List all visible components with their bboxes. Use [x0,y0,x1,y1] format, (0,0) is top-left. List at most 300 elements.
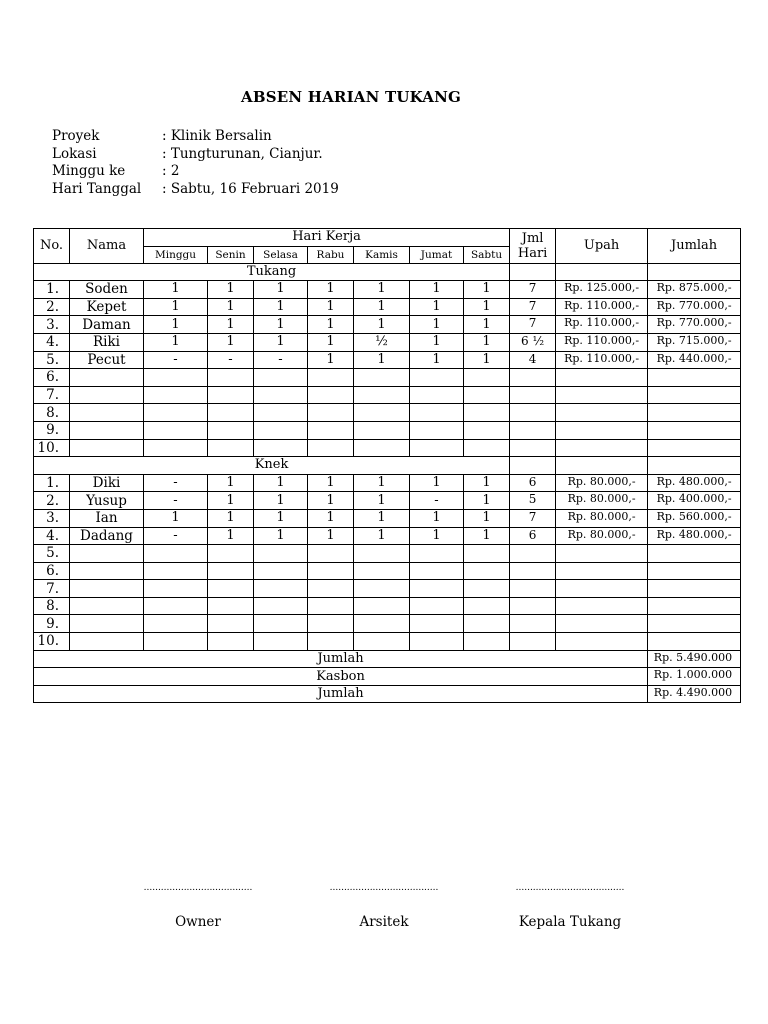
jumlah-cell: Rp. 480.000,- [648,527,741,545]
day-cell: 1 [464,333,510,351]
worker-name [70,562,144,580]
day-cell: 1 [308,509,354,527]
row-number: 1. [34,474,70,492]
day-cell: 1 [144,509,208,527]
worker-name [70,545,144,563]
day-cell: 1 [410,333,464,351]
total-label: Jumlah [34,685,648,703]
day-cell: 1 [208,527,254,545]
row-number: 1. [34,281,70,299]
day-cell: 1 [464,298,510,316]
upah-cell [556,580,648,598]
day-cell: 1 [208,492,254,510]
day-cell: 1 [254,281,308,299]
day-cell [254,615,308,633]
table-row [34,333,741,351]
day-cell [144,597,208,615]
jumlah-cell [648,369,741,387]
day-cell [410,633,464,651]
table-row [34,439,741,457]
table-row [34,633,741,651]
jml-hari-cell: 4 [510,351,556,369]
table-row [34,421,741,439]
day-cell: 1 [308,351,354,369]
upah-cell: Rp. 125.000,- [556,281,648,299]
day-cell [410,615,464,633]
jumlah-cell [648,597,741,615]
day-cell [464,562,510,580]
jumlah-cell [648,386,741,404]
row-number: 7. [34,580,70,598]
day-cell [464,404,510,422]
worker-name: Pecut [70,351,144,369]
section-empty-cell [510,263,556,281]
table-row [34,545,741,563]
table-row [34,562,741,580]
day-cell [410,421,464,439]
worker-name [70,615,144,633]
worker-name: Riki [70,333,144,351]
day-cell: 1 [308,474,354,492]
upah-cell [556,404,648,422]
day-cell [254,369,308,387]
table-row [34,386,741,404]
day-cell [410,404,464,422]
row-number: 7. [34,386,70,404]
total-value: Rp. 5.490.000 [648,650,741,668]
day-cell [144,369,208,387]
day-cell [308,369,354,387]
info-row-lokasi [52,146,339,164]
info-value: : 2 [162,163,180,179]
day-cell: 1 [354,474,410,492]
day-cell [254,562,308,580]
signature-line: ...................................... [515,883,625,893]
row-number: 10. [34,439,70,457]
day-cell: 1 [144,281,208,299]
day-cell [464,615,510,633]
day-cell: 1 [354,298,410,316]
day-cell: 1 [410,281,464,299]
worker-name [70,421,144,439]
total-value: Rp. 1.000.000 [648,668,741,686]
upah-cell [556,386,648,404]
day-cell [308,421,354,439]
upah-cell [556,597,648,615]
day-cell: 1 [464,492,510,510]
jml-hari-cell [510,404,556,422]
day-cell [254,633,308,651]
day-cell: 1 [354,492,410,510]
day-header: Minggu [144,246,208,263]
jml-hari-cell [510,545,556,563]
day-cell: 1 [464,351,510,369]
day-cell: 1 [208,281,254,299]
day-cell [354,545,410,563]
section-empty-cell [510,457,556,475]
jumlah-cell [648,545,741,563]
day-cell: 1 [208,509,254,527]
day-cell: ½ [354,333,410,351]
day-cell [144,545,208,563]
upah-cell [556,545,648,563]
day-cell: 1 [208,474,254,492]
table-row [34,316,741,334]
day-cell [410,439,464,457]
day-cell [410,597,464,615]
row-number: 5. [34,545,70,563]
table-row [34,281,741,299]
day-cell [464,580,510,598]
upah-cell [556,369,648,387]
day-cell: 1 [464,509,510,527]
jumlah-cell: Rp. 875.000,- [648,281,741,299]
day-cell: 1 [354,316,410,334]
jumlah-cell: Rp. 770.000,- [648,298,741,316]
day-cell: - [144,492,208,510]
signature-role: Arsitek [359,914,409,930]
day-cell [144,633,208,651]
worker-name: Daman [70,316,144,334]
day-cell [354,597,410,615]
day-cell: 1 [254,298,308,316]
day-cell [208,369,254,387]
table-row [34,474,741,492]
day-cell: 1 [464,316,510,334]
jml-hari-cell [510,421,556,439]
jml-hari-cell [510,580,556,598]
worker-name [70,404,144,422]
jml-hari-cell [510,615,556,633]
upah-cell [556,633,648,651]
jml-hari-cell: 5 [510,492,556,510]
day-cell: 1 [410,474,464,492]
total-row [34,668,741,686]
table-row [34,404,741,422]
day-cell: 1 [208,298,254,316]
jml-hari-cell: 6 ½ [510,333,556,351]
day-cell [354,421,410,439]
day-cell [464,597,510,615]
info-label: Lokasi [52,145,97,162]
info-row-minggu [52,163,339,181]
day-cell [354,369,410,387]
day-cell [464,421,510,439]
day-cell [308,404,354,422]
table-row [34,597,741,615]
table-row [34,369,741,387]
col-header-jml-hari-text: Jml Hari [517,230,548,261]
day-cell [208,597,254,615]
worker-name [70,633,144,651]
day-cell: - [144,474,208,492]
section-empty-cell [556,457,648,475]
day-cell [308,562,354,580]
signature-arsitek [294,880,474,930]
row-number: 9. [34,615,70,633]
total-label: Kasbon [34,668,648,686]
row-number: 8. [34,404,70,422]
col-header-no: No. [34,229,70,264]
info-value: : Sabtu, 16 Februari 2019 [162,180,339,197]
attendance-table [33,228,741,703]
day-cell: 1 [410,316,464,334]
day-cell [354,615,410,633]
worker-name [70,386,144,404]
day-cell [354,580,410,598]
day-cell: 1 [208,333,254,351]
day-cell [410,545,464,563]
jumlah-cell: Rp. 770.000,- [648,316,741,334]
day-cell: 1 [254,333,308,351]
signature-role: Owner [175,914,221,930]
day-cell [254,421,308,439]
day-cell [410,369,464,387]
row-number: 3. [34,509,70,527]
day-cell [410,386,464,404]
jumlah-cell: Rp. 440.000,- [648,351,741,369]
jumlah-cell: Rp. 400.000,- [648,492,741,510]
day-cell: 1 [410,527,464,545]
table-row [34,527,741,545]
worker-name [70,597,144,615]
jumlah-cell: Rp. 480.000,- [648,474,741,492]
row-number: 10. [34,633,70,651]
day-cell [308,580,354,598]
col-header-upah: Upah [556,229,648,264]
info-label: Proyek [52,128,100,144]
worker-name: Ian [70,509,144,527]
day-cell: 1 [354,509,410,527]
total-value: Rp. 4.490.000 [648,685,741,703]
day-cell: 1 [308,527,354,545]
day-header: Senin [208,246,254,263]
worker-name: Diki [70,474,144,492]
day-header: Jumat [410,246,464,263]
day-cell [410,562,464,580]
day-cell [254,597,308,615]
signature-owner [108,880,288,930]
table-row [34,580,741,598]
day-cell [208,545,254,563]
worker-name [70,580,144,598]
info-row-proyek [52,128,339,146]
table-row [34,615,741,633]
signature-line: ...................................... [143,883,253,893]
day-cell: 1 [208,316,254,334]
row-number: 4. [34,333,70,351]
worker-name [70,369,144,387]
upah-cell: Rp. 110.000,- [556,333,648,351]
row-number: 3. [34,316,70,334]
section-row [34,457,741,475]
day-cell: 1 [354,351,410,369]
day-cell [208,404,254,422]
row-number: 2. [34,492,70,510]
day-cell: 1 [354,527,410,545]
upah-cell: Rp. 80.000,- [556,527,648,545]
day-cell [308,615,354,633]
day-cell [308,386,354,404]
day-cell: - [410,492,464,510]
day-cell [144,439,208,457]
day-cell [354,386,410,404]
day-cell: 1 [144,298,208,316]
day-cell [308,439,354,457]
section-label: Knek [34,457,510,475]
day-cell: 1 [254,474,308,492]
row-number: 5. [34,351,70,369]
day-cell [254,580,308,598]
jml-hari-cell [510,597,556,615]
day-cell: - [144,351,208,369]
upah-cell [556,562,648,580]
day-cell: - [254,351,308,369]
total-row [34,685,741,703]
upah-cell: Rp. 80.000,- [556,509,648,527]
document-title: ABSEN HARIAN TUKANG [240,88,461,106]
day-cell: 1 [254,492,308,510]
day-cell: 1 [308,316,354,334]
jml-hari-cell: 7 [510,281,556,299]
day-cell [208,421,254,439]
total-row [34,650,741,668]
info-label: Hari Tanggal [52,180,142,197]
row-number: 8. [34,597,70,615]
jml-hari-cell [510,633,556,651]
worker-name: Kepet [70,298,144,316]
signature-role: Kepala Tukang [518,914,622,930]
day-cell [354,633,410,651]
upah-cell [556,615,648,633]
day-cell [254,439,308,457]
day-cell: 1 [254,316,308,334]
jumlah-cell [648,633,741,651]
day-cell: 1 [144,333,208,351]
day-cell [308,545,354,563]
jumlah-cell: Rp. 560.000,- [648,509,741,527]
day-cell: 1 [410,298,464,316]
table-row [34,492,741,510]
day-cell [208,615,254,633]
day-cell: 1 [464,474,510,492]
row-number: 6. [34,369,70,387]
day-cell [144,580,208,598]
day-cell [144,562,208,580]
info-label: Minggu ke [52,163,126,179]
day-cell [308,633,354,651]
signature-kepala-tukang [480,880,660,930]
col-header-jml-hari [510,229,556,264]
day-cell: 1 [308,281,354,299]
day-cell [354,404,410,422]
project-info [52,128,339,198]
row-number: 9. [34,421,70,439]
day-cell: - [144,527,208,545]
upah-cell [556,439,648,457]
section-row [34,263,741,281]
jumlah-cell [648,439,741,457]
table-row [34,298,741,316]
col-header-jumlah: Jumlah [648,229,741,264]
row-number: 6. [34,562,70,580]
upah-cell: Rp. 110.000,- [556,298,648,316]
jumlah-cell [648,404,741,422]
table-row [34,509,741,527]
total-label: Jumlah [34,650,648,668]
day-cell: 1 [410,509,464,527]
day-cell [144,615,208,633]
day-cell: 1 [354,281,410,299]
jml-hari-cell: 6 [510,527,556,545]
jml-hari-cell [510,439,556,457]
day-cell: 1 [464,527,510,545]
day-cell [464,439,510,457]
worker-name: Yusup [70,492,144,510]
jml-hari-cell: 7 [510,316,556,334]
table-row [34,351,741,369]
col-header-nama: Nama [70,229,144,264]
worker-name [70,439,144,457]
day-cell [144,421,208,439]
section-empty-cell [556,263,648,281]
day-cell [410,580,464,598]
jumlah-cell [648,562,741,580]
section-empty-cell [648,457,741,475]
day-cell: 1 [308,333,354,351]
day-cell [208,439,254,457]
header-row [34,229,741,247]
day-cell [254,545,308,563]
day-cell [208,562,254,580]
day-cell [464,545,510,563]
day-cell [208,580,254,598]
day-cell [144,404,208,422]
day-cell [208,386,254,404]
day-cell [464,386,510,404]
day-cell [208,633,254,651]
section-label: Tukang [34,263,510,281]
row-number: 2. [34,298,70,316]
jml-hari-cell: 7 [510,298,556,316]
row-number: 4. [34,527,70,545]
day-cell [254,404,308,422]
upah-cell: Rp. 80.000,- [556,474,648,492]
jml-hari-cell [510,386,556,404]
day-header: Sabtu [464,246,510,263]
day-cell [144,386,208,404]
worker-name: Soden [70,281,144,299]
day-cell [464,369,510,387]
info-row-tanggal [52,181,339,199]
upah-cell [556,421,648,439]
section-empty-cell [648,263,741,281]
day-cell: 1 [410,351,464,369]
jml-hari-cell: 7 [510,509,556,527]
worker-name: Dadang [70,527,144,545]
day-cell: 1 [254,509,308,527]
info-value: : Klinik Bersalin [162,128,272,144]
signature-line: ...................................... [329,883,439,893]
day-header: Kamis [354,246,410,263]
day-cell: 1 [308,492,354,510]
day-cell: 1 [464,281,510,299]
col-header-hari-kerja: Hari Kerja [144,229,510,247]
jml-hari-cell: 6 [510,474,556,492]
day-cell [308,597,354,615]
jumlah-cell: Rp. 715.000,- [648,333,741,351]
day-cell [464,633,510,651]
